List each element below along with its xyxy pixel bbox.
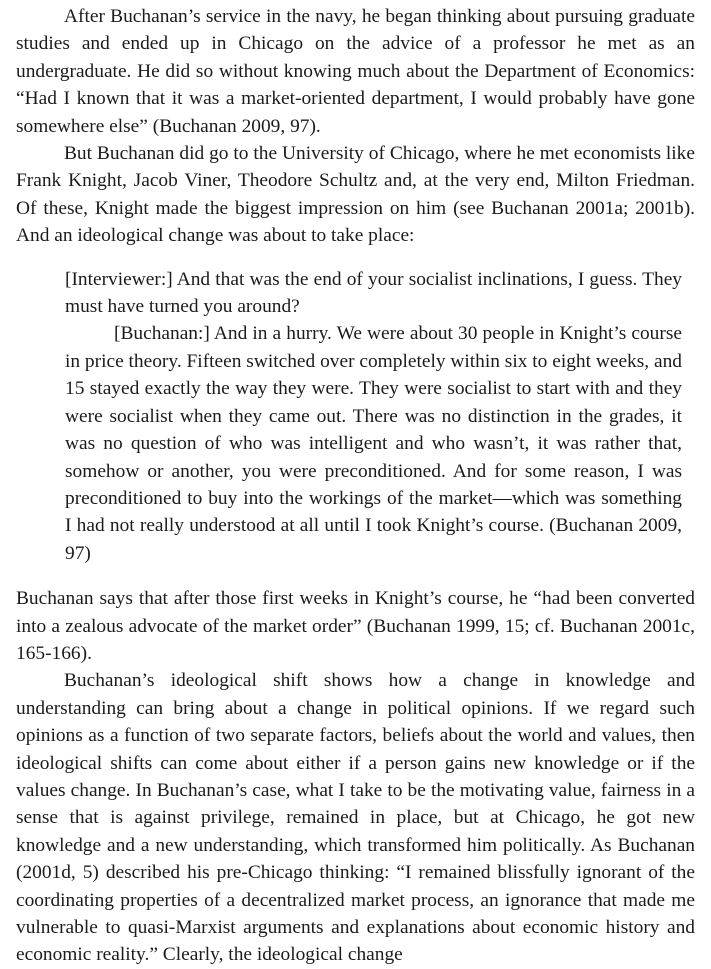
paragraph-ideological-shift: Buchanan’s ideological shift shows how a change in knowledge and understanding can bring about a change in political opinions. If we regard such opinions as a function of two separate factors, beliefs about the world and values, then ideological shifts can come about either if a person gains new knowledge or if the values change. In Buchanan’s case, what I take to be the motivating value, fairness in a sense that is against privilege, remained in place, but at Chicago, he got new knowledge and a new understanding, which transformed him politically. As Buchanan (2001d, 5) described his pre-Chicago thinking: “I remained blissfully ignorant of the coordinating properties of a decentralized market process, an ignorance that made me vulnerable to quasi-Marxist arguments and explanations about economic history and economic reality.” Clearly, the ideological change	[16, 670, 695, 966]
block-quote-interview	[65, 266, 682, 567]
quote-interviewer-line: [Interviewer:] And that was the end of your socialist inclinations, I guess. They must have turned you around?	[65, 268, 682, 318]
paragraph-navy-service: After Buchanan’s service in the navy, he began thinking about pursuing graduate studies and ended up in Chicago on the advice of a professor he met as an undergraduate. He did so without knowing much about the Department of Economics: “Had I known that it was a market-oriented department, I would probably have gone somewhere else” (Buchanan 2009, 97).	[16, 6, 695, 137]
paragraph-zealous-advocate: Buchanan says that after those first weeks in Knight’s course, he “had been converted into a zealous advocate of the market order” (Buchanan 1999, 15; cf. Buchanan 2001c, 165-166).	[16, 588, 695, 664]
quote-buchanan-answer: [Buchanan:] And in a hurry. We were about 30 people in Knight’s course in price theory. Fifteen switched over completely within six to eight weeks, and 15 stayed exactly the way they were. They were socialist to start with and they were socialist when they came out. There was no distinction in the grades, it was no question of who was intelligent and who wasn’t, it was rather that, somehow or another, you were preconditioned. And for some reason, I was preconditioned to buy into the workings of the market—which was something I had not really understood at all until I took Knight’s course. (Buchanan 2009, 97)	[65, 323, 682, 564]
paragraph-university-chicago: But Buchanan did go to the University of Chicago, where he met economists like Frank Knight, Jacob Viner, Theodore Schultz and, at the very end, Milton Friedman. Of these, Knight made the biggest impression on him (see Buchanan 2001a; 2001b). And an ideological change was about to take place:	[16, 143, 695, 247]
document-page	[16, 3, 695, 969]
